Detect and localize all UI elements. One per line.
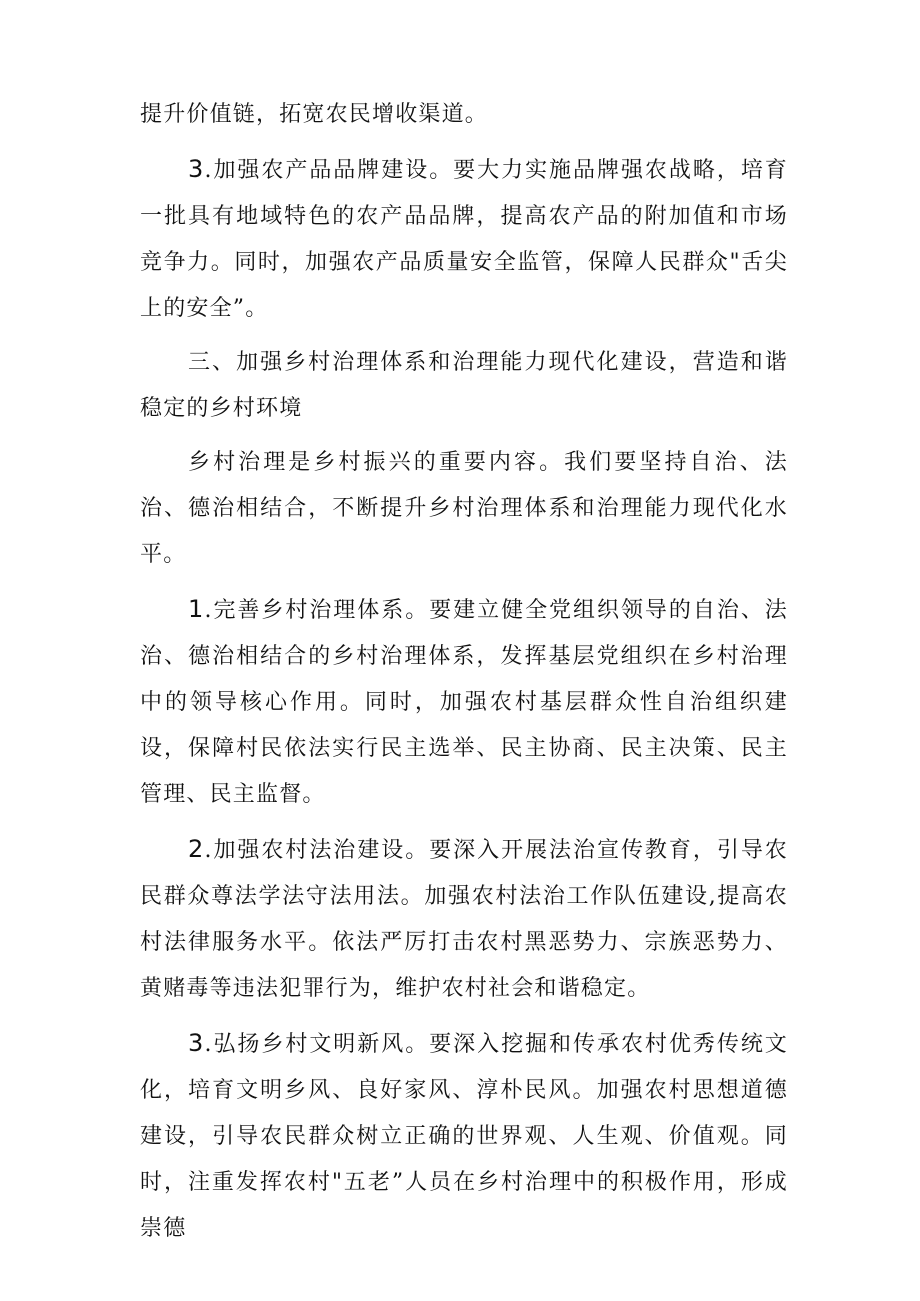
paragraph-intro: [140, 440, 788, 578]
paragraph-text: .加强农产品品牌建设。要大力实施品牌强农战略，培育一批具有地域特色的农产品品牌，提高农产品的附加值和市场竞争力。同时，加强农产品质量安全监管，保障人民群众"舌尖上的安全”。: [140, 158, 788, 321]
paragraph-text: .弘扬乡村文明新风。要深入挖掘和传承农村优秀传统文化，培育文明乡风、良好家风、淳朴民风。加强农村思想道德建设，引导农民群众树立正确的世界观、人生观、价值观。同时，注重发挥农村"五老”人员在乡村治理中的积极作用，形成崇德: [140, 1032, 788, 1241]
paragraph-civilization: [140, 1020, 788, 1252]
paragraph-continuation: [140, 92, 788, 138]
paragraph-text: 提升价值链，拓宽农民增收渠道。: [140, 102, 489, 127]
item-number: 2: [188, 835, 205, 863]
paragraph-governance-system: [140, 586, 788, 818]
paragraph-text: .加强农村法治建设。要深入开展法治宣传教育，引导农民群众尊法学法守法用法。加强农村法治工作队伍建设,提高农村法律服务水平。依法严厉打击农村黑恶势力、宗族恶势力、黄赌毒等违法犯罪行为，维护农村社会和谐稳定。: [140, 838, 788, 1001]
paragraph-text: 乡村治理是乡村振兴的重要内容。我们要坚持自治、法治、德治相结合，不断提升乡村治理体系和治理能力现代化水平。: [140, 450, 788, 567]
item-number: 3: [188, 1029, 205, 1057]
document-page: [140, 92, 788, 1252]
section-heading: [140, 340, 788, 432]
paragraph-text: .完善乡村治理体系。要建立健全党组织领导的自治、法治、德治相结合的乡村治理体系，发挥基层党组织在乡村治理中的领导核心作用。同时，加强农村基层群众性自治组织建设，保障村民依法实行民主选举、民主协商、民主决策、民主管理、民主监督。: [140, 598, 788, 807]
item-number: 1: [188, 595, 205, 623]
paragraph-brand-building: [140, 146, 788, 332]
heading-text: 三、加强乡村治理体系和治理能力现代化建设，营造和谐稳定的乡村环境: [140, 350, 788, 421]
paragraph-rule-of-law: [140, 826, 788, 1012]
item-number: 3: [188, 155, 205, 183]
